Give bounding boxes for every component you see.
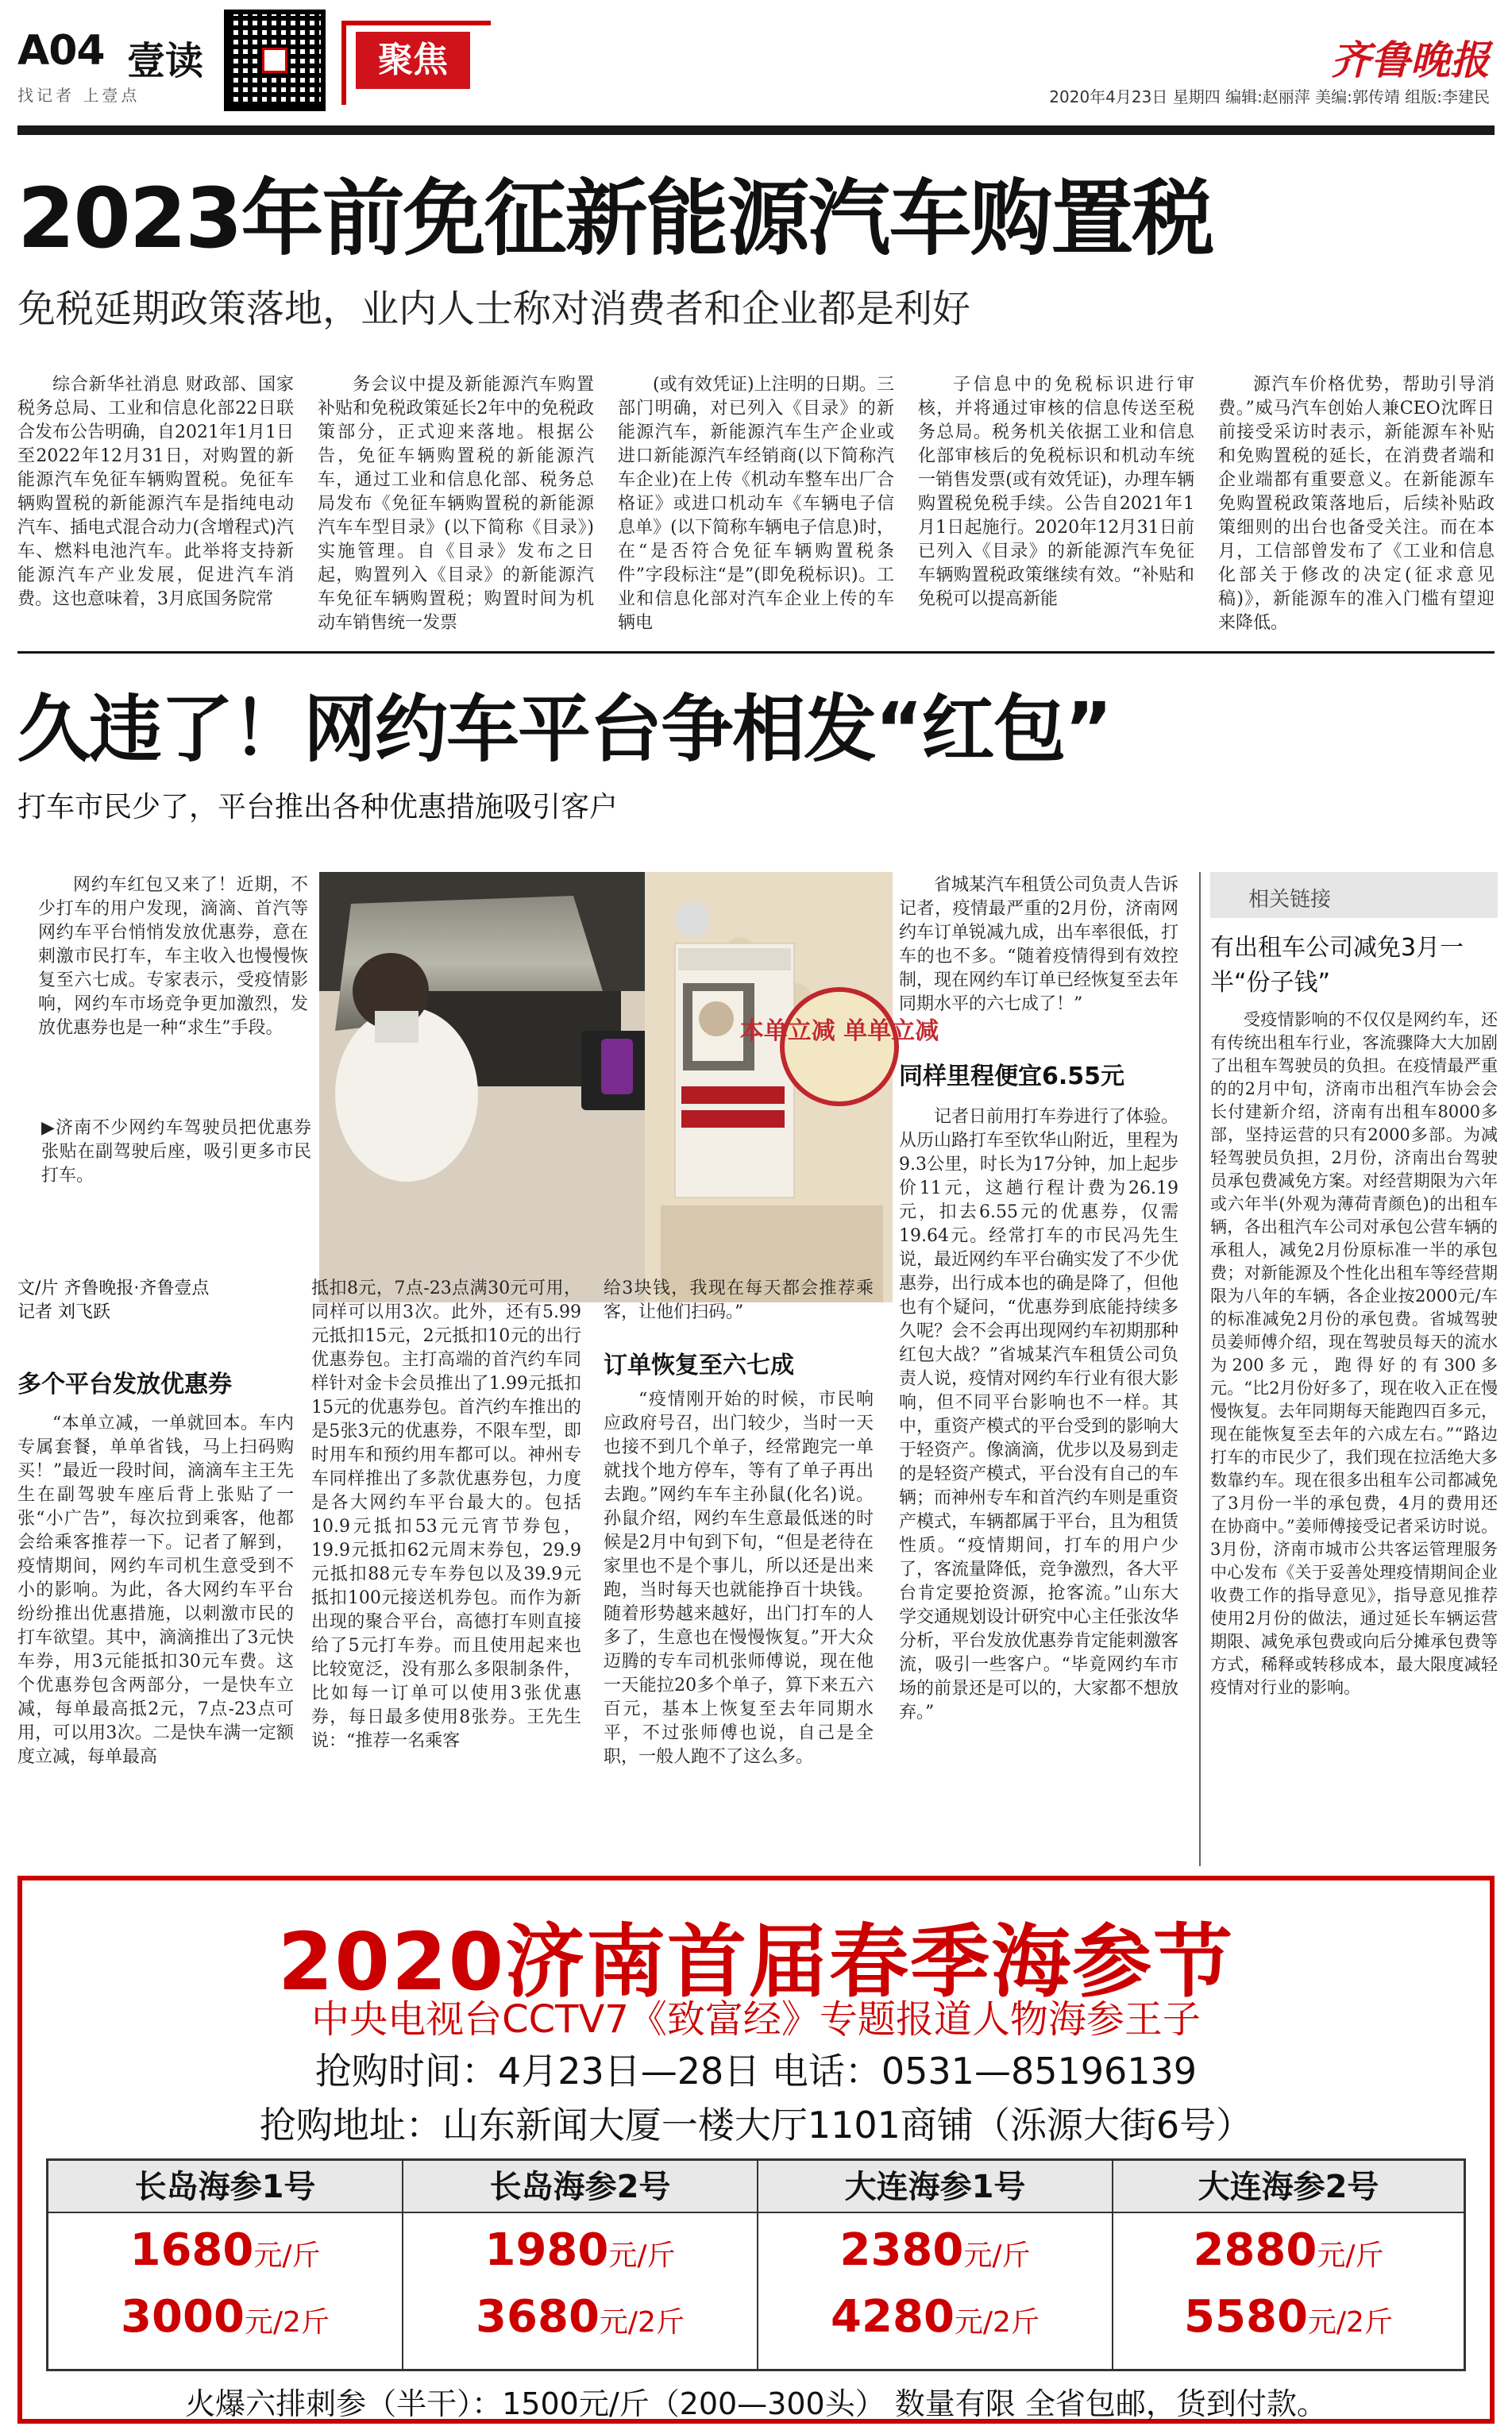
price-line-2: 3680元/2斤: [476, 2291, 685, 2343]
article2-col-a: “本单立减，一单就回本。车内专属套餐，单单省钱，马上扫码购买！”最近一段时间，滴滴车主王先生在副驾驶车座后背上张贴了一张“小广告”，每次拉到乘客，他都会给乘客推荐一下。记者了解到，疫情期间，网约车司机生意受到不小的影响。为此，各大网约车平台纷纷推出优惠措施，以刺激市民的打车欲望。其中，滴滴推出了3元快车券，用3元能抵扣30元车费。这个优惠券包含两部分，一是快车立减，每单最高抵2元，7点-23点可用，可以用3次。二是快车满一定额度立减，每单最高: [17, 1414, 294, 1767]
page-code: A04: [17, 27, 105, 75]
price-line-2: 4280元/2斤: [831, 2291, 1040, 2343]
header-info: 2020年4月23日 星期四 编辑:赵丽萍 美编:郭传靖 组版:李建民: [1049, 87, 1490, 106]
ad-time-phone: 抢购时间：4月23日—28日 电话：0531—85196139: [314, 2050, 1198, 2093]
product-name: 大连海参2号: [1113, 2161, 1464, 2213]
taxi-photo-image: [319, 872, 939, 1302]
price-line-1: 2380元/斤: [839, 2224, 1031, 2276]
article2-col-c1: 给3块钱，我现在每天都会推荐乘客，让他们扫码。”: [604, 1279, 874, 1322]
slogan: 找记者 上壹点: [17, 86, 141, 105]
subhead-orders: 订单恢复至六七成: [604, 1352, 794, 1379]
price-line-1: 1680元/斤: [129, 2224, 321, 2276]
price-line-1: 1980元/斤: [484, 2224, 676, 2276]
sidebar-divider: [1199, 872, 1201, 1866]
price-cell: [1113, 2161, 1464, 2369]
article2-col-b: 抵扣8元，7点-23点满30元可用，同样可以用3次。此外，还有5.99元抵扣15元，2元抵扣10元的出行优惠券包。主打高端的首汽约车同样针对金卡会员推出了1.99元抵扣15元的优惠券包。首汽约车推出的是5张3元的优惠券，不限车型，即时用车和预约用车都可以。神州专车同样推出了多款优惠券包，力度是各大网约车平台最大的。包括10.9元抵扣53元元宵节券包，19.9元抵扣62元周末券包，29.9元抵扣88元专车券包以及39.9元抵扣100元接送机券包。而作为新出现的聚合平台，高德打车则直接给了5元打车券。而且使用起来也比较宽泛，没有那么多限制条件，比如每一订单可以使用3张优惠券，每日最多使用8张券。王先生说：“推荐一名乘客: [311, 1279, 581, 1751]
article1-col-3: (或有效凭证)上注明的日期。三部门明确，对已列入《目录》的新能源汽车，新能源汽车生产企业或进口新能源汽车经销商(以下简称汽车企业)在上传《机动车整车出厂合格证》或进口机动车《车辆电子信息单》(以下简称车辆电子信息)时，在“是否符合免征车辆购置税条件”字段标注“是”(即免税标识)。工业和信息化部对汽车企业上传的车辆电: [618, 375, 894, 633]
price-cell: [48, 2161, 403, 2369]
taxi-photo: [319, 872, 939, 1302]
article1-col-2: 务会议中提及新能源汽车购置补贴和免税政策延长2年中的免税政策部分，正式迎来落地。根据公告，免征车辆购置税的新能源汽车，通过工业和信息化部、税务总局发布《免征车辆购置税的新能源汽车车型目录》(以下简称《目录》)实施管理。自《目录》发布之日起，购置列入《目录》的新能源汽车免征车辆购置税；购置时间为机动车销售统一发票: [318, 375, 594, 633]
article2-lead: 网约车红包又来了！近期，不少打车的用户发现，滴滴、首汽等网约车平台悄悄发放优惠券，意在刺激市民打车，车主收入也慢慢恢复至六七成。专家表示，受疫情影响，网约车市场竞争更加激烈，发放优惠券也是一种“求生”手段。: [38, 875, 308, 1038]
sidebar-title: 有出租车公司减免3月一半“份子钱”: [1210, 934, 1464, 997]
section-name: 壹读: [127, 39, 204, 83]
header-rule: [17, 125, 1495, 135]
focus-badge: 聚焦: [356, 32, 470, 89]
subhead-mileage: 同样里程便宜6.55元: [899, 1063, 1125, 1090]
article2-col-d1: 省城某汽车租赁公司负责人告诉记者，疫情最严重的2月份，济南网约车订单锐减九成，出车率很低，打车的也不多。“随着疫情得到有效控制，现在网约车订单已经恢复至去年同期水平的六七成了！”: [899, 875, 1179, 1014]
price-line-1: 2880元/斤: [1193, 2224, 1384, 2276]
article2-subtitle: 打车市民少了，平台推出各种优惠措施吸引客户: [17, 791, 619, 824]
price-cell: [403, 2161, 758, 2369]
ad-footer: 火爆六排刺参（半干）：1500元/斤（200—300头） 数量有限 全省包邮，货到付款。: [185, 2386, 1327, 2421]
article1-subtitle: 免税延期政策落地，业内人士称对消费者和企业都是利好: [17, 287, 971, 331]
qr-logo-icon: [262, 48, 287, 73]
article1-col-4: 子信息中的免税标识进行审核，并将通过审核的信息传送至税务总局。税务机关依据工业和信息化部审核后的免税标识和机动车统一销售发票(或有效凭证)，办理车辆购置税免税手续。公告自2021年1月1日起施行。2020年12月31日前已列入《目录》的新能源汽车免征车辆购置税政策继续有效。“补贴和免税可以提高新能: [918, 375, 1194, 609]
product-name: 大连海参1号: [758, 2161, 1112, 2213]
sticker-text: 本单立减 单单立减: [739, 1017, 939, 1045]
article1-col-5: 源汽车价格优势，帮助引导消费。”威马汽车创始人兼CEO沈晖日前接受采访时表示，新能源车补贴和免购置税的延长，在消费者端和企业端都有重要意义。在新能源车免购置税政策落地后，后续补贴政策细则的出台也备受关注。而在本月，工信部曾发布了《工业和信息化部关于修改的决定(征求意见稿)》，新能源车的准入门槛有望迎来降低。: [1218, 375, 1495, 633]
article2-title: 久违了！网约车平台争相发“红包”: [17, 687, 1111, 772]
price-cell: [758, 2161, 1113, 2369]
product-name: 长岛海参2号: [403, 2161, 757, 2213]
price-line-2: 3000元/2斤: [121, 2291, 330, 2343]
section-divider: [17, 651, 1495, 654]
article1-title: 2023年前免征新能源汽车购置税: [17, 170, 1213, 267]
price-line-2: 5580元/2斤: [1184, 2291, 1393, 2343]
ad-address: 抢购地址：山东新闻大厦一楼大厅1101商铺（泺源大街6号）: [259, 2104, 1253, 2147]
article1-col-1: 综合新华社消息 财政部、国家税务总局、工业和信息化部22日联合发布公告明确，自2021年1月1日至2022年12月31日，对购置的新能源汽车免征车辆购置税。免征车辆购置税的新能源汽车是指纯电动汽车、插电式混合动力(含增程式)汽车、燃料电池汽车。此举将支持新能源汽车产业发展，促进汽车消费。这也意味着，3月底国务院常: [17, 375, 294, 609]
paper-logo: 齐鲁晚报: [1331, 37, 1490, 83]
article2-col-c2: “疫情刚开始的时候，市民响应政府号召，出门较少，当时一天也接不到几个单子，经常跑完一单就找个地方停车，等有了单子再出去跑。”网约车车主孙鼠(化名)说。孙鼠介绍，网约车生意最低迷的时候是2月中旬到下旬，“但是老待在家里也不是个事儿，所以还是出来跑，当时每天也就能挣百十块钱。随着形势越来越好，出门打车的人多了，生意也在慢慢恢复。”开大众迈腾的专车司机张师傅说，现在他一天能拉20多个单子，算下来五六百元，基本上恢复至去年同期水平，不过张师傅也说，自己是全职，一般人跑不了这么多。: [604, 1390, 874, 1767]
sidebar-label: 相关链接: [1248, 888, 1332, 912]
subhead-coupons: 多个平台发放优惠券: [17, 1371, 232, 1398]
ad-title: 2020济南首届春季海参节: [277, 1915, 1235, 2008]
photo-caption: ▶济南不少网约车驾驶员把优惠券张贴在副驾驶后座，吸引更多市民打车。: [41, 1118, 311, 1186]
ad-price-table: [46, 2158, 1466, 2371]
product-name: 长岛海参1号: [48, 2161, 402, 2213]
byline: 文/片 齐鲁晚报·齐鲁壹点 记者 刘飞跃: [17, 1279, 210, 1322]
ad-subtitle: 中央电视台CCTV7《致富经》专题报道人物海参王子: [311, 1997, 1201, 2042]
sidebar-body: 受疫情影响的不仅仅是网约车，还有传统出租车行业，客流骤降大大加剧了出租车驾驶员的负担。在疫情最严重的的2月中旬，济南市出租汽车协会会长付建新介绍，济南有出租车8000多部，坚持运营的只有2000多部。为减轻驾驶员负担，2月份，济南出台驾驶员承包费减免方案。对经营期限为六年或六年半(外观为薄荷青颜色)的出租车辆，各出租汽车公司对承包公营车辆的承租人，减免2月份原标准一半的承包费；对新能源及个性化出租车等经营期限为八年的车辆，各企业按2000元/车的标准减免2月份的承包费。省城驾驶员姜师傅介绍，现在驾驶员每天的流水为200多元，跑得好的有300多元。“比2月份好多了，现在收入正在慢慢恢复。去年同期每天能跑四百多元，现在能恢复至去年的六成左右。”“路边打车的市民少了，我们现在拉活绝大多数靠约车。现在很多出租车公司都减免了3月份一半的承包费，4月的费用还在协商中。”姜师傅接受记者采访时说。3月份，济南市城市公共客运管理服务中心发布《关于妥善处理疫情期间企业收费工作的指导意见》，指导意见推荐使用2月份的做法，通过延长车辆运营期限、减免承包费或向后分摊承包费等方式，稀释或转移成本，最大限度减轻疫情对行业的影响。: [1210, 1010, 1498, 1697]
article2-col-d2: 记者日前用打车券进行了体验。从历山路打车至钦华山附近，里程为9.3公里，时长为17分钟，加上起步价11元，这趟行程计费为26.19元，扣去6.55元的优惠券，仅需19.64元。经常打车的市民冯先生说，最近网约车平台确实发了不少优惠券，出行成本也的确是降了，但他也有个疑问，“优惠券到底能持续多久呢？会不会再出现网约车初期那种红包大战？”省城某汽车租赁公司负责人说，疫情对网约车行业有很大影响，但不同平台影响也不一样。其中，重资产模式的平台受到的影响大于轻资产。像滴滴，优步以及易到走的是轻资产模式，平台没有自己的车辆；而神州专车和首汽约车则是重资产模式，车辆都属于平台，且为租赁性质。“疫情期间，打车的用户少了，客流量降低，竞争激烈，各大平台肯定要抢资源，抢客流。”山东大学交通规划设计研究中心主任张汝华分析，平台发放优惠券肯定能刺激客流，吸引一些客户。“毕竟网约车市场的前景还是可以的，大家都不想放弃。”: [899, 1107, 1179, 1722]
